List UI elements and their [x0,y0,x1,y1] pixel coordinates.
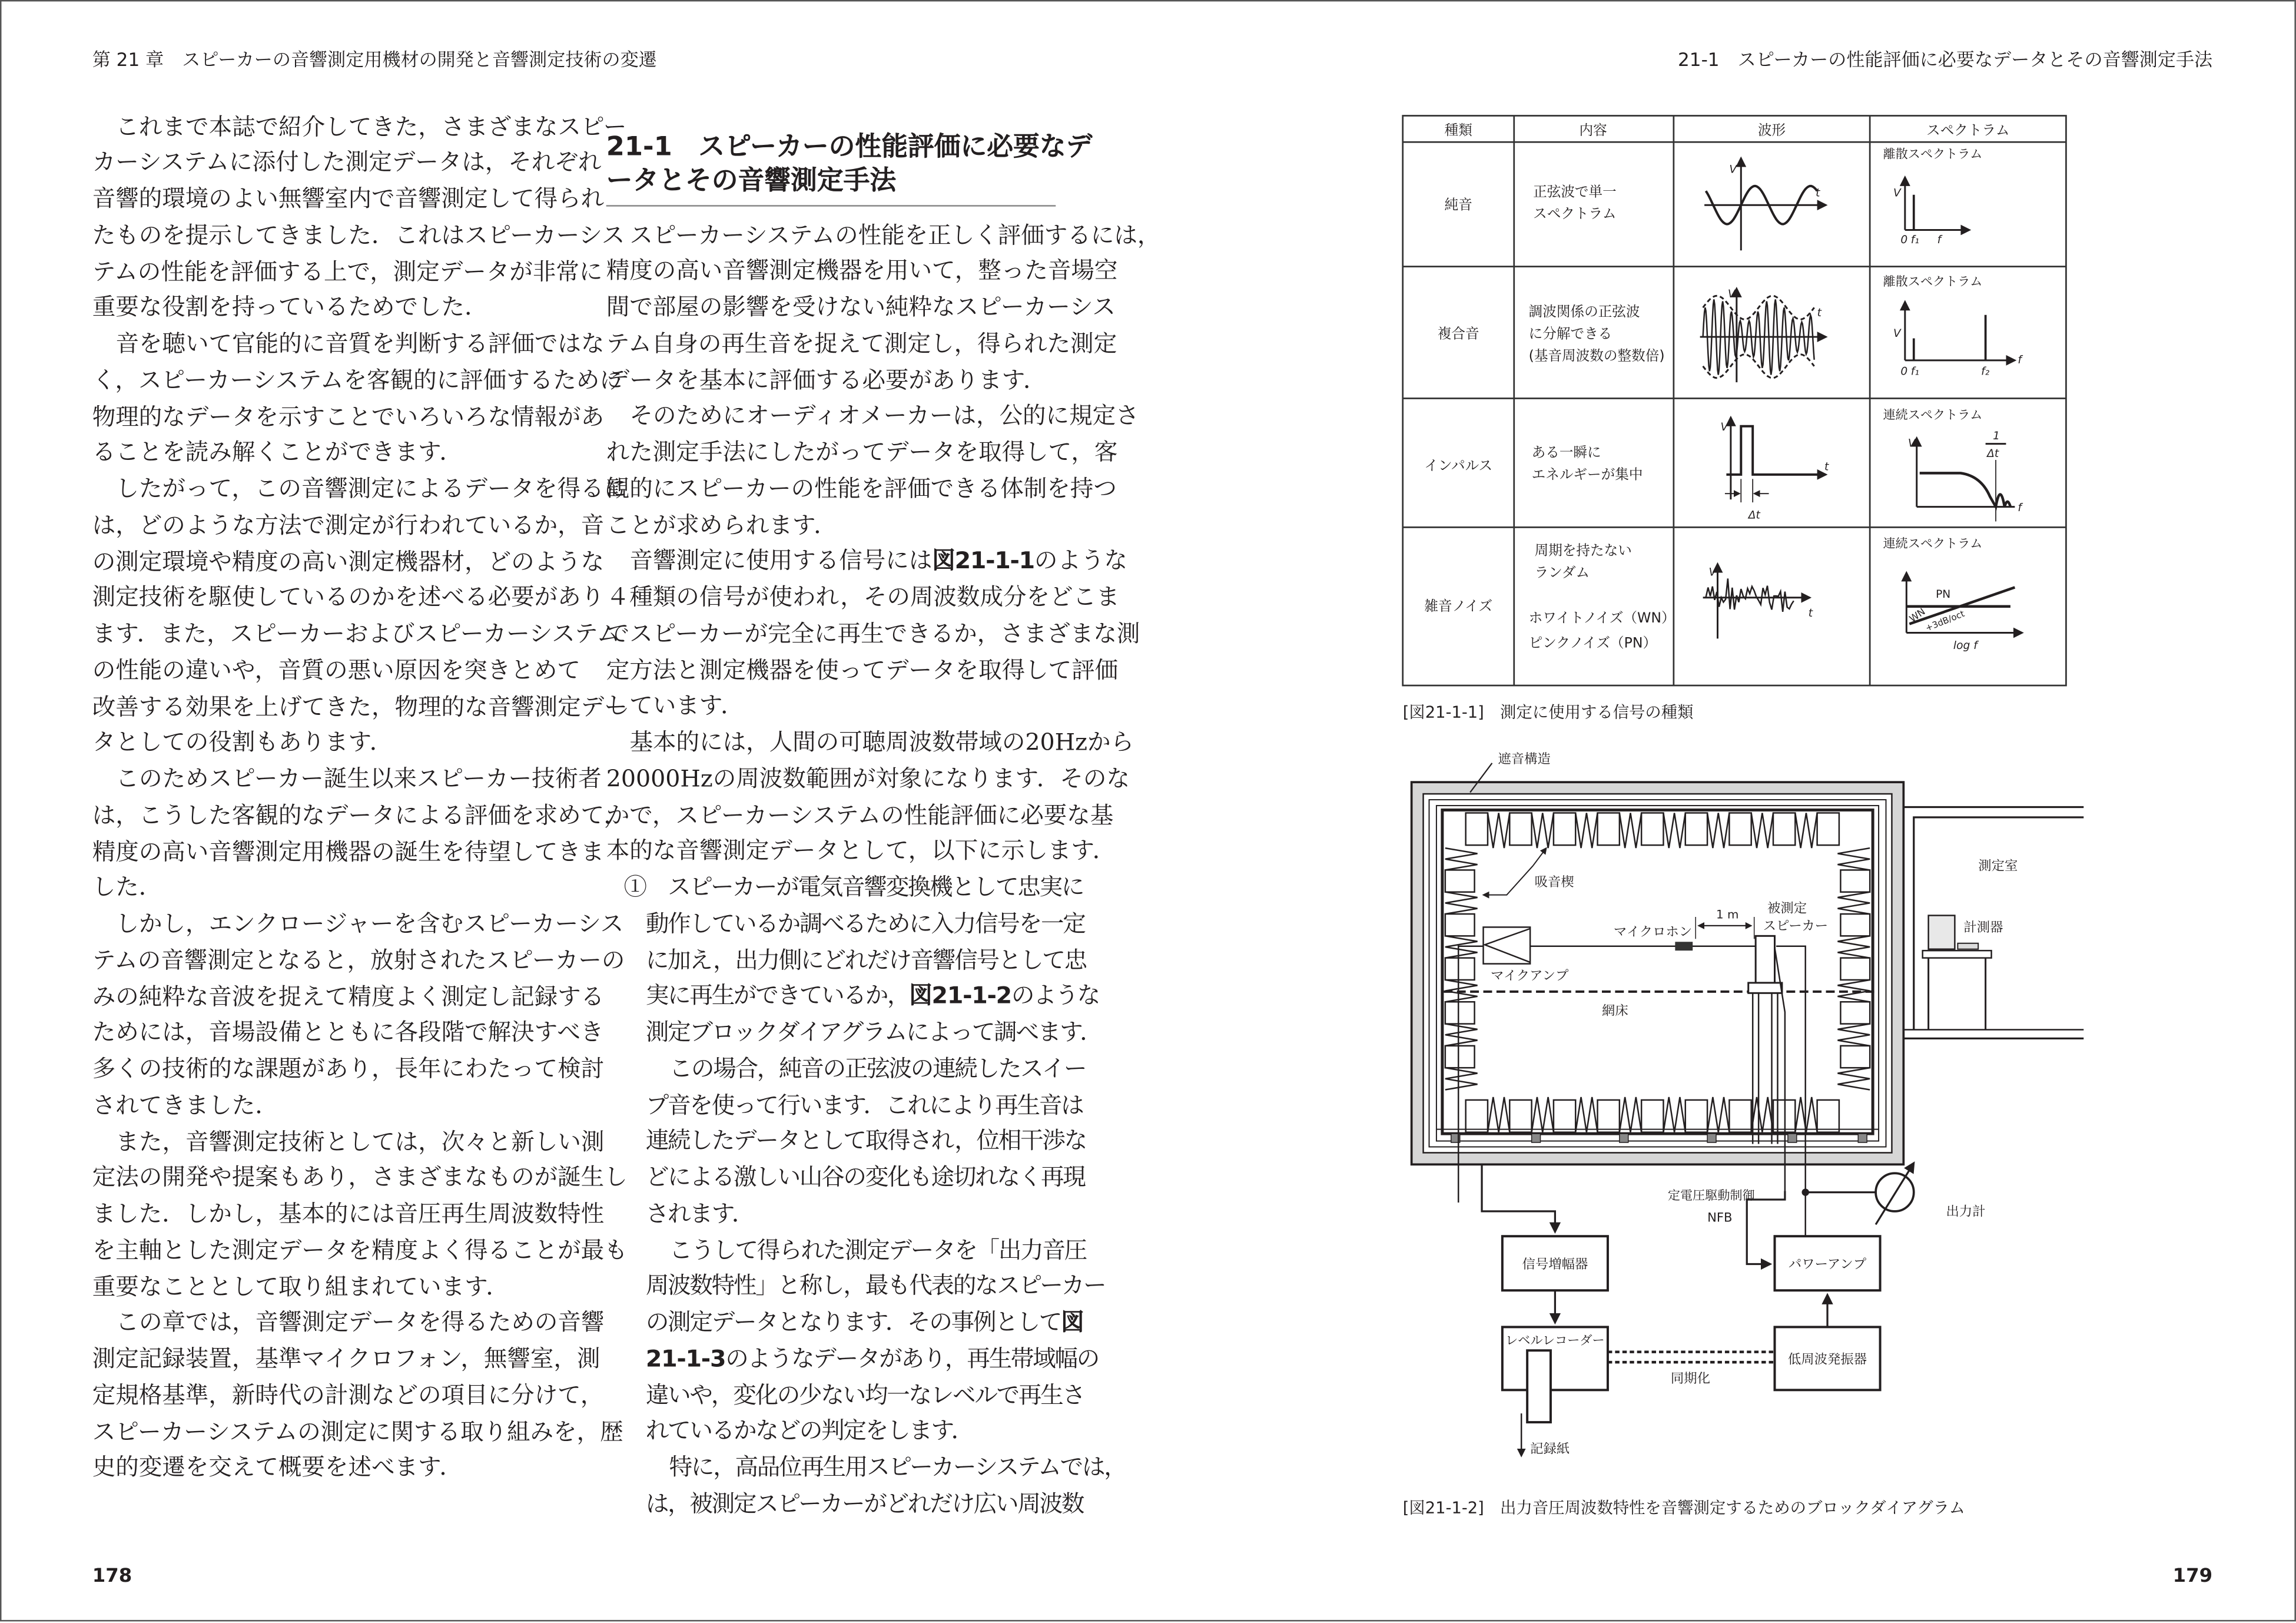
text-line: こうして得られた測定データを「出力音圧 [669,1236,1087,1264]
signal-line [1482,1164,1555,1231]
text-line: 特に，高品位再生用スピーカーシステムでは， [669,1453,1126,1481]
text-line: を主軸とした測定データを精度よく得ることが最も [92,1236,628,1264]
axis-label: V [1729,163,1737,176]
keyboard-icon [1957,943,1978,949]
axis-label: f [2018,353,2022,366]
text-segment: の測定データとなります．その事例として [645,1308,1061,1336]
text-line: に加え，出力側にどれだけ音響信号として忠 [645,945,1086,973]
text-line: どによる激しい山谷の変化も途切れなく再現 [645,1163,1085,1191]
floor-support [1532,1134,1541,1142]
text-line: 間で部屋の影響を受けない純粋なスピーカーシス [606,293,1116,321]
text-line: されます． [645,1199,754,1227]
text-line: 定法の開発や提案もあり，さまざまなものが誕生し [92,1163,628,1191]
row-content: 正弦波で単一 [1533,183,1617,200]
text-line: 20000Hzの周波数範囲が対象になります．そのな [606,764,1130,793]
text-line: かで，スピーカーシステムの性能評価に必要な基 [606,800,1114,829]
text-segment: のようなデータがあり，再生帯域幅の [725,1344,1099,1373]
label-level-recorder: レベルレコーダー [1505,1333,1605,1348]
axis-label: WN [1907,605,1927,625]
label-mic-amp: マイクアンプ [1490,968,1569,983]
row-content: エネルギーが集中 [1531,466,1643,483]
row-type: 純音 [1444,196,1472,213]
sinc-spectrum [1920,473,2010,506]
text-line: 連続したデータとして取得され，位相干渉な [645,1127,1086,1155]
text-line: 観的にスピーカーの性能を評価できる体制を持つ [606,474,1117,502]
axis-label: f [2018,502,2022,515]
axis-label: Δt [1748,509,1760,522]
text-segment: 実に再生ができているか， [645,982,910,1010]
text-line: しています． [606,691,744,720]
text-line: 本的な音響測定データとして，以下に示します． [606,837,1116,865]
text-line: 測定技術を駆使しているのかを述べる必要があり [92,583,605,612]
text-line: データを基本に評価する必要があります． [606,365,1047,394]
floor-support [1620,1134,1628,1142]
label-output-meter: 出力計 [1946,1204,1986,1220]
row-content: 周期を持たない [1534,542,1632,559]
text-line: した． [92,873,162,902]
table-header: 波形 [1757,121,1786,138]
table-header: スペクトラム [1926,121,2010,138]
axis-label: PN [1936,588,1951,601]
text-line: ① スピーカーが電気音響変換機として忠実に [623,873,1084,901]
speaker-under-test-icon [1756,936,1774,983]
row-content: 調波関係の正弦波 [1528,303,1640,320]
text-line: そのためにオーディオメーカーは，公的に規定さ [629,402,1139,430]
text-line: 精度の高い音響測定用機器の誕生を待望してきま [92,837,605,865]
figure1-caption: [図21-1-1] 測定に使用する信号の種類 [1402,703,1694,723]
axis-label: V [1720,421,1728,434]
text-line: は，どのような方法で測定が行われているか，音 [92,511,605,539]
text-line: れた測定手法にしたがってデータを取得して，客 [606,438,1118,466]
text-line: 動作しているか調べるために入力信号を一定 [645,909,1085,938]
mic-amp-box [1484,927,1531,963]
row-content: ピンクノイズ（PN） [1528,634,1657,651]
axis-label: f₁ [1910,365,1919,378]
text-line: 音響的環境のよい無響室内で音響測定して得られ [92,184,605,213]
text-segment: のような [1011,982,1100,1010]
text-line: 測定ブロックダイアグラムによって調べます． [645,1018,1102,1046]
figure2-caption: [図21-1-2] 出力音圧周波数特性を音響測定するためのブロックダイアグラム [1402,1498,1966,1518]
text-line: これまで本誌で紹介してきた，さまざまなスピー [115,112,627,140]
axis-label: t [1816,187,1820,200]
page-number-right: 179 [2172,1565,2213,1588]
axis-label: t [1808,607,1813,620]
text-line: たものを提示してきました．これはスピーカーシス [92,221,625,249]
label-absorber: 吸音楔 [1534,874,1574,890]
text-line: ます．また，スピーカーおよびスピーカーシステム [92,620,621,648]
label-wall: 遮音構造 [1498,751,1551,767]
page-number-left: 178 [92,1565,132,1588]
text-line: したがって，この音響測定によるデータを得るに [115,475,628,503]
table-header: 内容 [1579,121,1607,138]
text-line: スピーカーシステムの測定に関する取り組みを，歴 [92,1417,623,1445]
text-line: 多くの技術的な課題があり，長年にわたって検討 [92,1055,605,1083]
text-line: テム自身の再生音を捉えて測定し，得られた測定 [606,329,1117,357]
axis-label: t [1824,461,1829,473]
figure-reference: 図21-1-1 [932,546,1034,575]
axis-label: 0 [1900,233,1908,246]
table-header: 種類 [1444,121,1472,138]
text-line: の測定環境や精度の高い測定機器材，どのような [92,547,605,575]
text-line: タとしての役割もあります． [92,728,393,757]
row-type: 雑音ノイズ [1424,598,1493,615]
text-line: この場合，純音の正弦波の連続したスイー [669,1054,1086,1082]
axis-label: V [1893,327,1901,340]
signal-types-table [1403,115,2066,685]
text-line: テムの性能を評価する上で，測定データが非常に [92,257,603,285]
running-header-right: 21-1 スピーカーの性能評価に必要なデータとその音響測定手法 [1678,48,2213,71]
label-distance: 1 m [1716,907,1739,922]
axis-label: f₁ [1910,233,1919,246]
text-line: 改善する効果を上げてきた，物理的な音響測定デー [92,692,628,720]
label-mesh-floor: 網床 [1601,1003,1628,1019]
floor-support [1858,1134,1867,1142]
axis-label: +3dB/oct [1923,608,1966,634]
figure-reference: 図21-1-2 [909,982,1011,1010]
figure-reference: 21-1-3 [645,1344,726,1373]
figures [1,1,2296,1622]
text-line: 精度の高い音響測定機器を用いて，整った音場空 [606,257,1118,285]
text-line: れているかなどの判定をします． [645,1416,973,1445]
text-line: 違いや，変化の少ない均一なレベルで再生さ [645,1380,1084,1409]
row-content: ホワイトノイズ（WN） [1528,610,1675,627]
text-line: 測定記録装置，基準マイクロフォン，無響室，測 [92,1344,600,1373]
text-line: このためスピーカー誕生以来スピーカー技術者 [115,764,602,793]
label-oscillator: 低周波発振器 [1787,1352,1867,1367]
text-line: 重要なこととして取り組まれています． [92,1272,509,1300]
figure-reference: 図 [1061,1308,1084,1336]
row-content: ある一瞬に [1531,444,1601,461]
spectrum-label: 連続スペクトラム [1883,407,1983,422]
label-dut: スピーカー [1763,918,1829,934]
label-cv-drive: 定電圧駆動制御 [1667,1188,1755,1203]
label-nfb: NFB [1707,1210,1733,1225]
row-type: 複合音 [1437,325,1479,342]
axis-label: f₂ [1981,365,1990,378]
text-line: 定規格基準，新時代の計測などの項目に分けて， [92,1381,604,1409]
text-line: 物理的なデータを示すことでいろいろな情報があ [92,402,605,430]
axis-label: t [1817,307,1821,320]
desk-icon [1923,950,1992,958]
label-dut: 被測定 [1767,900,1807,916]
text-segment: のような [1034,546,1128,575]
axis-label: V [1907,437,1916,450]
row-content: に分解できる [1528,325,1612,342]
text-line: この章では，音響測定データを得るための音響 [115,1308,605,1337]
floor-support [1788,1134,1797,1142]
text-segment: 音響測定に使用する信号には [629,546,933,575]
text-line: されてきました． [92,1091,278,1119]
spectrum-label: 連続スペクトラム [1883,536,1983,551]
label-signal-amp: 信号増幅器 [1522,1256,1588,1272]
text-line: しかし，エンクロージャーを含むスピーカーシス [115,909,624,938]
text-line: 周波数特性」と称し，最も代表的なスピーカー [645,1271,1106,1300]
speaker-stand-top [1748,983,1782,993]
axis-label: Δt [1987,448,1999,461]
table-border [1403,115,2066,685]
row-content: スペクトラム [1533,205,1617,222]
noise-wave [1706,578,1794,611]
label-microphone: マイクロホン [1613,924,1693,940]
text-line: は，被測定スピーカーがどれだけ広い周波数 [645,1489,1084,1518]
impulse-wave [1726,426,1821,475]
text-line: みの純粋な音波を捉えて精度よく測定し記録する [92,982,605,1011]
text-line: でスピーカーが完全に再生できるか，さまざまな測 [606,619,1140,647]
section-heading-line: 21-1 スピーカーの性能評価に必要なデ [606,131,1093,163]
text-line: 基本的には，人間の可聴周波数帯域の20Hzから [629,728,1134,756]
text-line: く，スピーカーシステムを客観的に評価するために [92,366,623,394]
axis-label: log f [1953,639,1978,652]
text-line: ４種類の信号が使われ，その周波数成分をどこま [606,583,1120,611]
text-line: は，こうした客観的なデータによる評価を求めて， [92,801,627,829]
running-header-left: 第 21 章 スピーカーの音響測定用機材の開発と音響測定技術の変遷 [92,48,657,71]
axis-label: f [1937,233,1942,246]
text-line: テムの音響測定となると，放射されたスピーカーの [92,946,625,974]
text-line: また，音響測定技術としては，次々と新しい測 [115,1127,605,1155]
text-line: 定方法と測定機器を使ってデータを取得して評価 [606,655,1119,684]
label-power-amp: パワーアンプ [1788,1256,1867,1272]
text-line: スピーカーシステムの性能を正しく評価するには， [629,220,1161,249]
text-line: ことが求められます． [606,511,837,539]
row-content: (基音周波数の整数倍) [1528,347,1665,364]
axis-label: 0 [1900,365,1908,378]
axis-label: V [1893,187,1901,200]
section-heading-line: ータとその音響測定手法 [606,165,897,197]
axis-label: V [1708,566,1717,579]
text-line: の性能の違いや，音質の悪い原因を突きとめて [92,655,580,684]
chart-paper-slot [1527,1350,1551,1422]
microphone-icon [1675,942,1693,950]
row-type: インパルス [1424,457,1493,474]
label-sync: 同期化 [1670,1370,1711,1386]
text-line: 史的変遷を交えて概要を述べます． [92,1453,463,1482]
axis-label: V [1727,287,1736,300]
text-line: 音を聴いて官能的に音質を判断する評価ではな [115,329,605,358]
axis-label: 1 [1993,430,2000,443]
label-instrument: 計測器 [1963,919,2003,935]
label-control-room: 測定室 [1978,858,2018,874]
text-line: プ音を使って行います．これにより再生音は [645,1090,1083,1119]
text-line: ました．しかし，基本的には音圧再生周波数特性 [92,1200,605,1228]
text-line: ためには，音場設備とともに各段階で解決すべき [92,1018,604,1046]
spectrum-label: 離散スペクトラム [1883,146,1983,161]
floor-support [1707,1134,1716,1142]
spectrum-label: 離散スペクトラム [1883,274,1983,289]
text-line: 重要な役割を持っているためでした． [92,293,488,322]
instrument-monitor-icon [1929,916,1955,949]
row-content: ランダム [1534,564,1590,581]
text-line: カーシステムに添付した測定データは，それぞれ [92,148,602,177]
label-chart-paper: 記録紙 [1530,1441,1570,1457]
text-line: ることを読み解くことができます． [92,438,463,466]
